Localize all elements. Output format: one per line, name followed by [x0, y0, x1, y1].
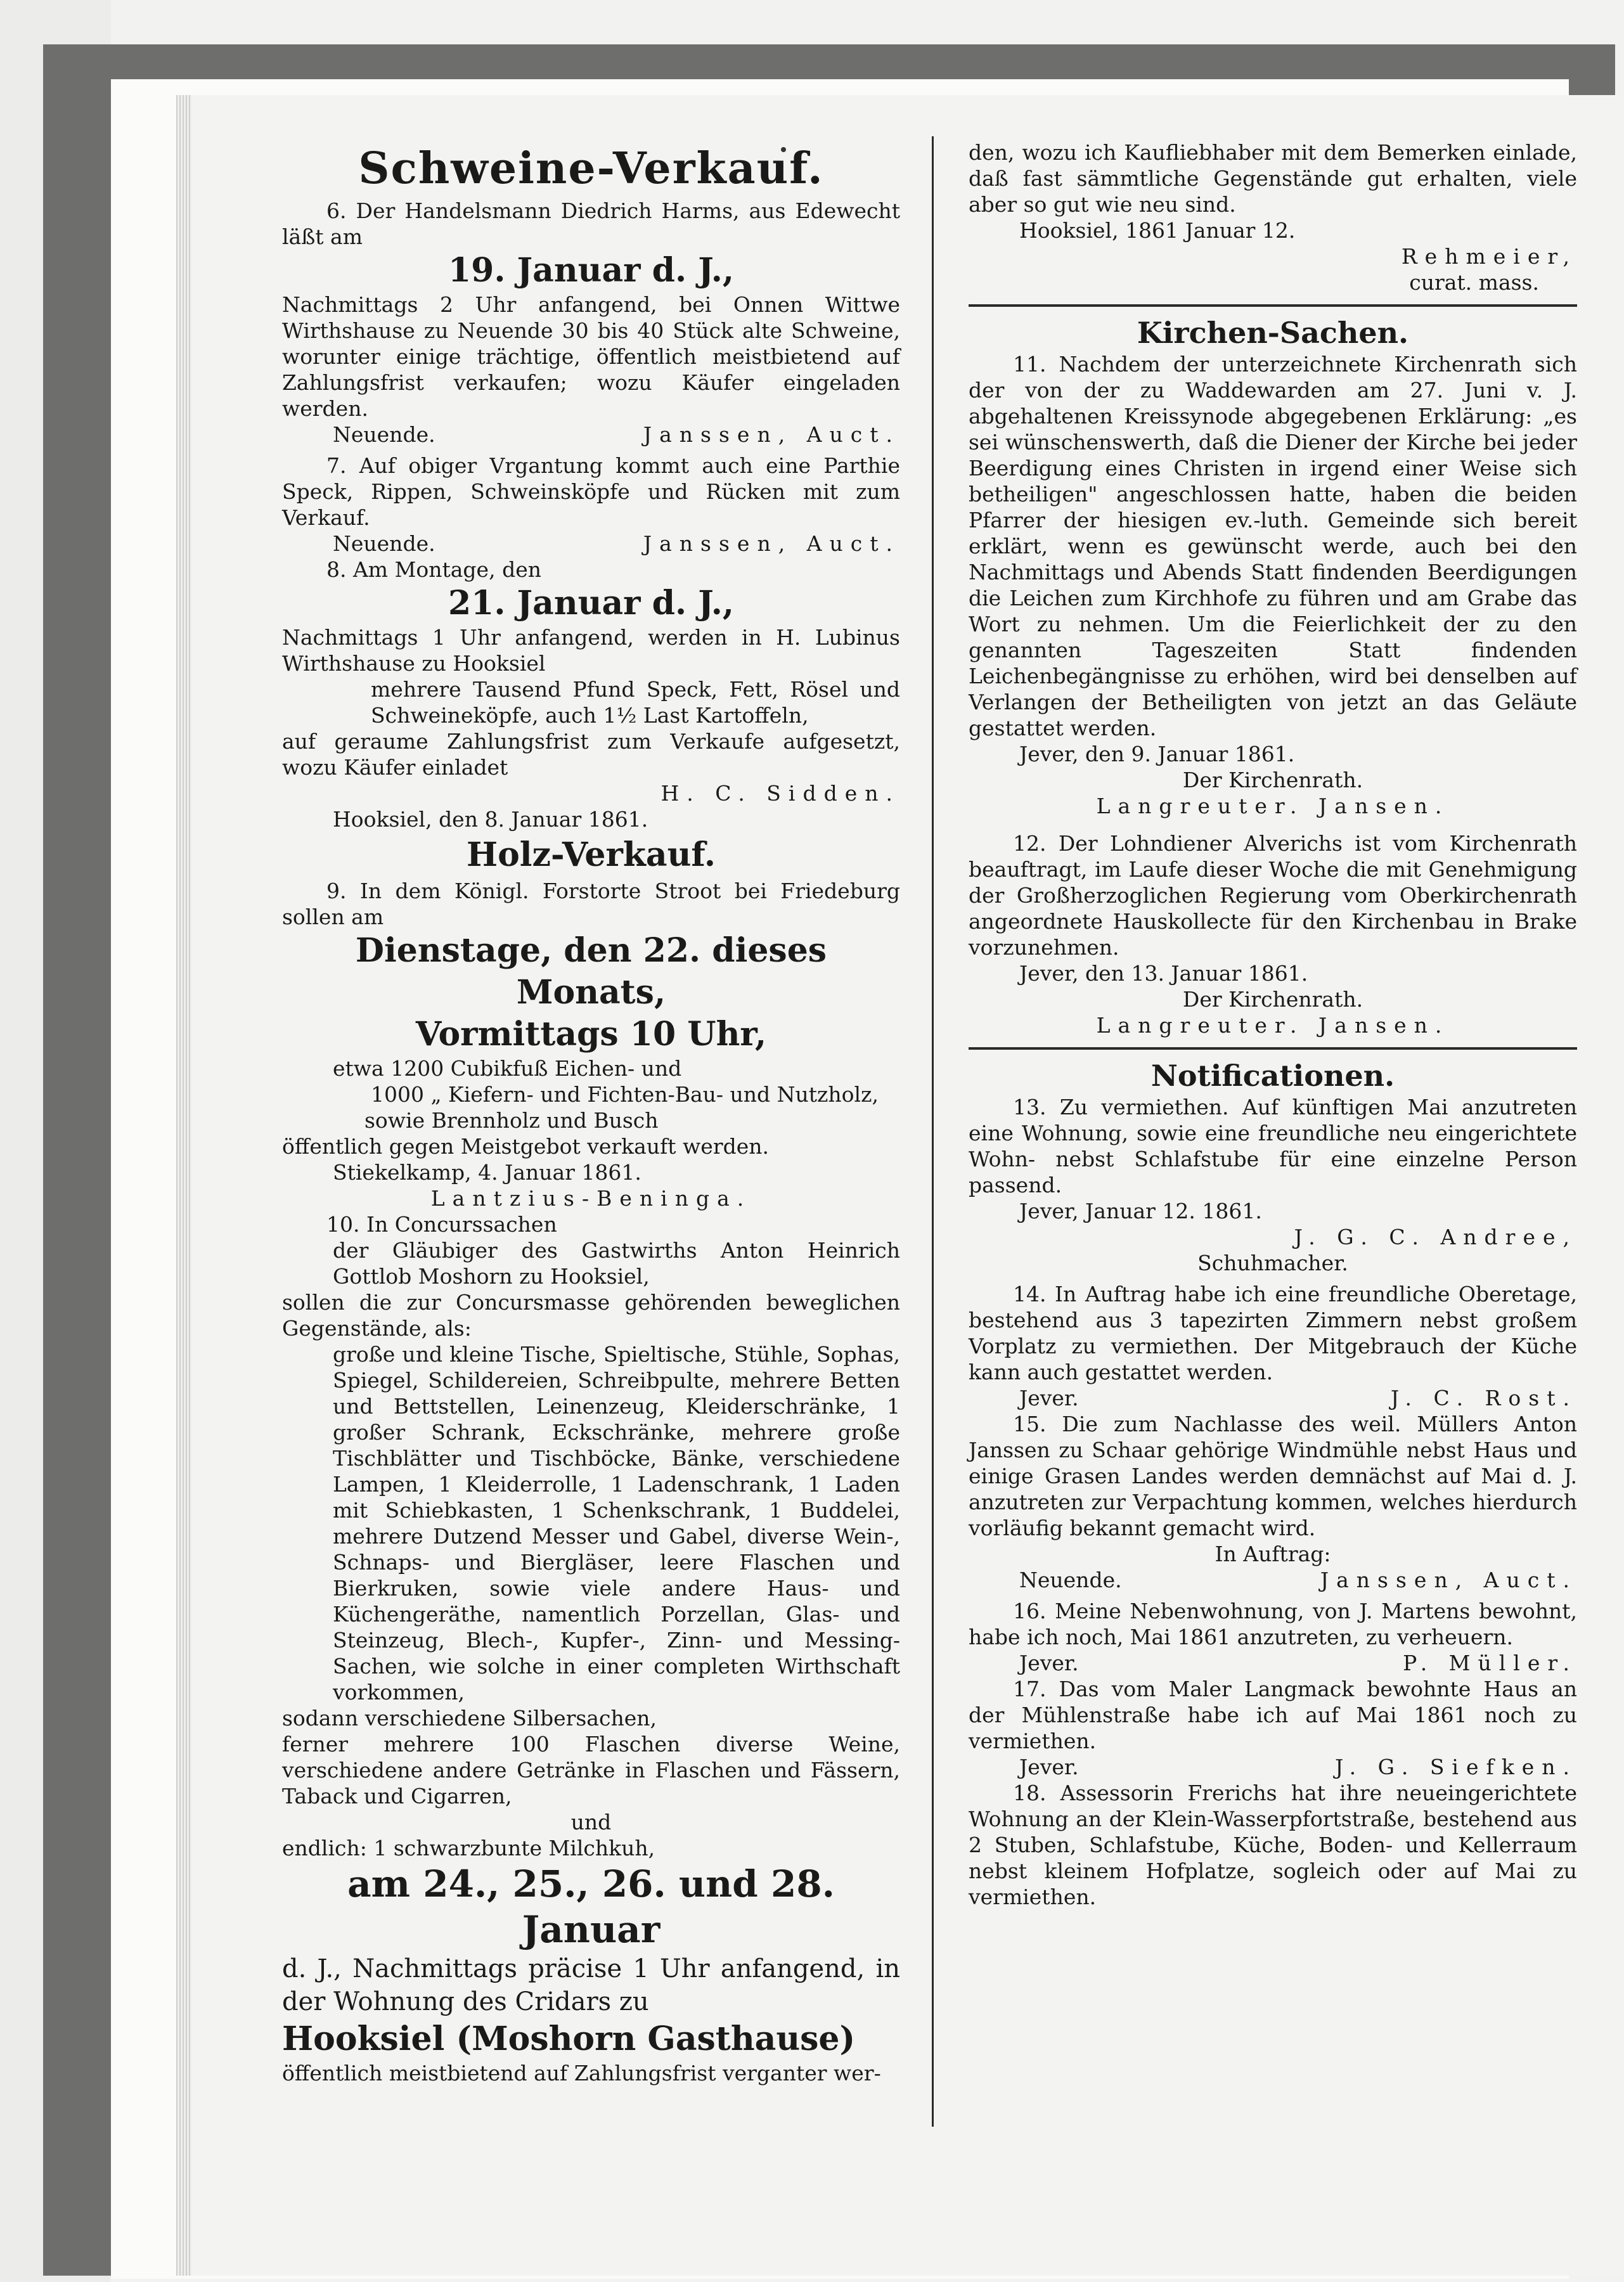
ad-6-signature: Janssen, Auct. [643, 422, 900, 447]
ad-9-end: öffentlich gegen Meistgebot verkauft werden. [282, 1134, 769, 1159]
ad-6-text: 6. Der Handelsmann Diedrich Harms, aus Edewecht läßt am [282, 198, 900, 249]
ad-8-signature: H. C. Sidden. [661, 781, 900, 806]
ad-6-place: Neuende. [333, 422, 435, 447]
ad-7-place: Neuende. [333, 531, 435, 556]
ad-9-date-1: Dienstage, den 22. dieses Monats, [355, 931, 827, 1012]
ad-9-date-line: Stiekelkamp, 4. Januar 1861. [333, 1160, 641, 1185]
section-divider [969, 1047, 1577, 1050]
ad-10-und: und [570, 1810, 612, 1834]
section-divider [969, 304, 1577, 307]
ad-11-text: 11. Nachdem der unterzeichnete Kirchenrath sich der von der zu Waddewarden am 27. Juni v. J. abgehaltenen Kreissynode abgegebenen Erklärung: „es sei wünschenswerth, daß die Diener der Kirche bei jeder Beerdigung eines Christen in irgend einer Weise sich betheiligen" angeschlossen hatte, haben die beiden Pfarrer der hiesigen ev.-luth. Gemeinde sich bereit erklärt, wenn es gewünscht werde, auch bei den Nachmittags und Abends Statt findenden Beerdigungen die Leichen zum Kirchhofe zu führen und am Grabe das Wort zu nehmen. Um die Feierlichkeit der zu den genannten Tageszeiten Statt findenden Leichenbegängnisse zu erhöhen, wird bei denselben auf Verlangen der Betheiligten von jetzt an das Geläute gestattet werden. [969, 352, 1577, 740]
ad-9-item-1: etwa 1200 Cubikfuß Eichen- und [333, 1056, 682, 1081]
ad-8-body: Nachmittags 1 Uhr anfangend, werden in H. Lubinus Wirthshause zu Hooksiel [282, 625, 900, 676]
column-rule [932, 136, 934, 2127]
ad-8-date-line: Hooksiel, den 8. Januar 1861. [333, 807, 648, 832]
ad-10-end: d. J., Nachmittags präcise 1 Uhr anfangend, in der Wohnung des Cridars zu [282, 1954, 900, 2016]
ad-18-text: 18. Assessorin Frerichs hat ihre neueingerichtete Wohnung an der Klein-Wasserpfortstraße, bestehend aus 2 Stuben, Schlafstube, Küche, Boden- und Kellerraum nebst kleinem Hofplatze, sogleich oder auf Mai zu vermiethen. [969, 1781, 1577, 1909]
ad-10-dates: am 24., 25., 26. und 28. Januar [347, 1862, 835, 1951]
ad-9-item-3: sowie Brennholz und Busch [364, 1108, 659, 1133]
ad-13-text: 13. Zu vermiethen. Auf künftigen Mai anzutreten eine Wohnung, sowie eine freundliche neu eingerichtete Wohn- nebst Schlafstube für eine einzelne Person passend. [969, 1095, 1577, 1197]
ad-16-signature-line [969, 1650, 1577, 1676]
ad-7-signature: Janssen, Auct. [643, 531, 900, 556]
heading-schweine-verkauf: Schweine-Verkauf. [358, 143, 824, 194]
ad-10-intro: 10. In Concurssachen [326, 1212, 557, 1237]
ad-8-end: auf geraume Zahlungsfrist zum Verkaufe aufgesetzt, wozu Käufer einladet [282, 729, 900, 780]
ad-17-place: Jever. [1019, 1755, 1079, 1779]
ad-8-items: mehrere Tausend Pfund Speck, Fett, Rösel und Schweineköpfe, auch 1½ Last Kartoffeln, [371, 677, 900, 728]
right-column [969, 139, 1577, 1910]
ad-12-org: Der Kirchenrath. [1182, 987, 1363, 1012]
ad-9-date-2: Vormittags 10 Uhr, [415, 1015, 767, 1054]
ad-8-intro: 8. Am Montage, den [326, 557, 541, 582]
continuation-signature: Rehmeier, [1401, 244, 1577, 269]
ad-10-cow: endlich: 1 schwarzbunte Milchkuh, [282, 1836, 655, 1860]
ad-6-body: Nachmittags 2 Uhr anfangend, bei Onnen Wittwe Wirthshause zu Neuende 30 bis 40 Stück alte Schweine, worunter einige trächtige, öffentlich meistbietend auf Zahlungsfrist verkaufen; wozu Käufer eingeladen werden. [282, 292, 900, 421]
continuation-text: den, wozu ich Kaufliebhaber mit dem Bemerken einlade, daß fast sämmtliche Gegenstände gut erhalten, viele aber so gut wie neu sind. [969, 140, 1577, 217]
ad-10-final: öffentlich meistbietend auf Zahlungsfrist verganter wer- [282, 2061, 881, 2085]
ad-13-date: Jever, Januar 12. 1861. [1019, 1199, 1262, 1223]
ad-14-place: Jever. [1019, 1386, 1079, 1410]
page-edges [176, 95, 191, 2276]
ad-16-text: 16. Meine Nebenwohnung, von J. Martens bewohnt, habe ich noch, Mai 1861 anzutreten, zu verheuern. [969, 1599, 1577, 1649]
ad-10-items: große und kleine Tische, Spieltische, Stühle, Sophas, Spiegel, Schildereien, Schreibpulte, mehrere Betten und Bettstellen, Leinenzeug, Kleiderschränke, 1 großer Schrank, Eckschränke, mehrere große Tischblätter und Tischböcke, Bänke, verschiedene Lampen, 1 Kleiderrolle, 1 Ladenschrank, 1 Laden mit Schiebkasten, 1 Schenkschrank, 1 Buddelei, mehrere Dutzend Messer und Gabel, diverse Wein-, Schnaps- und Biergläser, leere Flaschen und Bierkruken, sowie viele andere Haus- und Küchengeräthe, namentlich Porzellan, Glas- und Steinzeug, Blech-, Kupfer-, Zinn- und Messing-Sachen, wie solche in einer completen Wirthschaft vorkommen, [333, 1342, 900, 1705]
ad-9-text: 9. In dem Königl. Forstorte Stroot bei Friedeburg sollen am [282, 879, 900, 929]
ad-10-silver: sodann verschiedene Silbersachen, [282, 1706, 657, 1731]
ad-11-org: Der Kirchenrath. [1182, 768, 1363, 792]
ad-6-signature-line [282, 422, 900, 448]
ad-15-text: 15. Die zum Nachlasse des weil. Müllers Anton Janssen zu Schaar gehörige Windmühle nebst Haus und einige Grasen Landes werden demnächst auf Mai d. J. anzutreten zur Verpachtung kommen, welches hierdurch vorläufig bekannt gemacht wird. [969, 1412, 1577, 1540]
ad-13-signature: J. G. C. Andree, [1294, 1225, 1577, 1249]
ad-15-place: Neuende. [1019, 1568, 1122, 1592]
ad-10-place: Hooksiel (Moshorn Gasthause) [282, 2020, 856, 2058]
ad-15-signature-line [969, 1567, 1577, 1593]
ad-8-date: 21. Januar d. J., [448, 584, 734, 622]
ad-14-text: 14. In Auftrag habe ich eine freundliche Oberetage, bestehend aus 3 tapezirten Zimmern nebst großem Vorplatz zu vermiethen. Der Mitgebrauch der Küche kann auch gestattet werden. [969, 1282, 1577, 1384]
ad-10-body-1: der Gläubiger des Gastwirths Anton Heinrich Gottlob Moshorn zu Hooksiel, [333, 1238, 900, 1289]
left-column [282, 139, 900, 2086]
heading-notificationen: Notificationen. [1150, 1059, 1395, 1093]
ad-10-wine: ferner mehrere 100 Flaschen diverse Weine, verschiedene andere Getränke in Flaschen und Fässern, Taback und Cigarren, [282, 1732, 900, 1808]
heading-kirchen-sachen: Kirchen-Sachen. [1137, 316, 1409, 350]
ad-11-date: Jever, den 9. Januar 1861. [1019, 742, 1295, 766]
ad-15-auftrag: In Auftrag: [1215, 1542, 1331, 1566]
ad-13-signature-title: Schuhmacher. [1197, 1251, 1348, 1275]
continuation-date: Hooksiel, 1861 Januar 12. [1019, 218, 1296, 243]
ad-12-date: Jever, den 13. Januar 1861. [1019, 961, 1308, 986]
ad-17-signature-line [969, 1754, 1577, 1780]
ad-7-text: 7. Auf obiger Vrgantung kommt auch eine Parthie Speck, Rippen, Schweinsköpfe und Rücken mit zum Verkauf. [282, 453, 900, 530]
ad-12-signature: Langreuter. Jansen. [1096, 1013, 1450, 1038]
ad-10-body-2: sollen die zur Concursmasse gehörenden beweglichen Gegenstände, als: [282, 1290, 900, 1341]
ad-11-signature: Langreuter. Jansen. [1096, 794, 1450, 818]
ad-17-text: 17. Das vom Maler Langmack bewohnte Haus an der Mühlenstraße habe ich auf Mai 1861 noch zu vermiethen. [969, 1677, 1577, 1753]
ad-16-place: Jever. [1019, 1651, 1079, 1675]
ad-15-signature: Janssen, Auct. [1320, 1568, 1577, 1592]
continuation-signature-title: curat. mass. [1409, 270, 1539, 295]
ad-17-signature: J. G. Siefken. [1335, 1755, 1577, 1779]
ad-9-item-2: 1000 „ Kiefern- und Fichten-Bau- und Nutzholz, [371, 1082, 879, 1107]
ad-6-date: 19. Januar d. J., [448, 251, 734, 290]
ad-14-signature-line [969, 1385, 1577, 1411]
ad-12-text: 12. Der Lohndiener Alverichs ist vom Kirchenrath beauftragt, im Laufe dieser Woche die mit Genehmigung der Großherzoglichen Regierung vom Oberkirchenrath angeordnete Hauskollecte für den Kirchenbau in Brake vorzunehmen. [969, 831, 1577, 960]
ad-16-signature: P. Müller. [1403, 1651, 1577, 1675]
ad-7-signature-line [282, 531, 900, 557]
ad-9-signature: Lantzius-Beninga. [430, 1186, 752, 1211]
heading-holz-verkauf: Holz-Verkauf. [466, 835, 716, 874]
ad-14-signature: J. C. Rost. [1390, 1386, 1577, 1410]
